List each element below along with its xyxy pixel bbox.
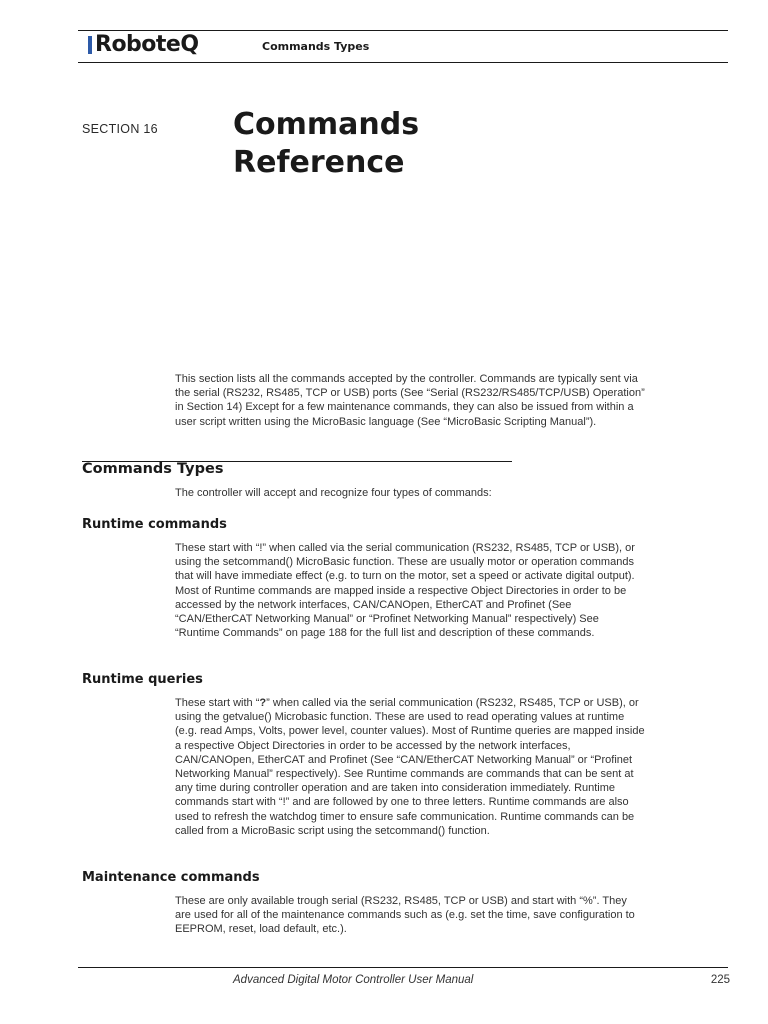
runtime-queries-heading: Runtime queries <box>82 672 203 687</box>
logo-mark-icon <box>88 36 92 54</box>
runtime-queries-paragraph <box>175 696 645 838</box>
section-label: SECTION 16 <box>82 122 158 136</box>
intro-paragraph: This section lists all the commands accepted by the controller. Commands are typically sent via the serial (RS232, RS485, TCP or USB) ports (See “Serial (RS232/RS485/TCP/USB) Operation” in Section 14) Except for a few maintenance commands, they can also be issued from within a user script written using the MicroBasic language (See “MicroBasic Scripting Manual”). <box>175 373 645 428</box>
logo-text: RoboteQ <box>95 32 199 57</box>
header-top-rule <box>78 30 728 31</box>
footer-rule <box>78 967 728 968</box>
runtime-queries-text-start: These start with “ <box>175 697 260 709</box>
footer-manual-title: Advanced Digital Motor Controller User Manual <box>233 974 474 986</box>
chapter-title-line-1: Commands <box>233 107 420 142</box>
header-bottom-rule <box>78 62 728 63</box>
running-header-title: Commands Types <box>262 40 370 53</box>
page-number: 225 <box>710 974 730 986</box>
roboteq-logo <box>88 33 199 57</box>
runtime-commands-heading: Runtime commands <box>82 517 227 532</box>
maintenance-commands-heading: Maintenance commands <box>82 870 260 885</box>
chapter-title-line-2: Reference <box>233 145 405 180</box>
runtime-commands-paragraph: These start with “!” when called via the serial communication (RS232, RS485, TCP or USB), or using the setcommand() MicroBasic function. These are usually motor or operation commands that will have immediate effect (e.g. to turn on the motor, set a speed or activate digital output). Most of Runtime commands are mapped inside a respective Object Directories in order to be accessed by the network interfaces, CAN/CANOpen, EtherCAT and Profinet (See “CAN/EtherCAT Networking Manual” or “Profinet Networking Manual” respectively) See “Runtime Commands” on page 188 for the full list and description of these commands. <box>175 542 635 640</box>
commands-types-heading: Commands Types <box>82 461 224 477</box>
runtime-queries-text-end: ” when called via the serial communication (RS232, RS485, TCP or USB), or using the getvalue() Microbasic function. These are used to read operating values at runtime (e.g. read Amps, Volts, power level, counter values). Most of Runtime queries are mapped inside a respective Object Directories in order to be accessed by the network interfaces, CAN/CANOpen, EtherCAT and Profinet (See “CAN/EtherCAT Networking Manual” or “Profinet Networking Manual” respectively). See Runtime commands are commands that can be sent at any time during controller operation and are taken into consideration immediately. Runtime commands start with “!” and are followed by one to three letters. Runtime commands are also used to refresh the watchdog timer to ensure safe communication. Runtime commands can be called from a MicroBasic script using the setcommand() function. <box>175 697 645 837</box>
chapter-title <box>233 106 419 182</box>
maintenance-commands-paragraph: These are only available trough serial (RS232, RS485, TCP or USB) and start with “%”. They are used for all of the maintenance commands such as (e.g. set the time, save configuration to EEPROM, reset, load default, etc.). <box>175 895 635 936</box>
commands-types-paragraph: The controller will accept and recognize four types of commands: <box>175 487 492 499</box>
query-symbol: ? <box>259 697 267 709</box>
